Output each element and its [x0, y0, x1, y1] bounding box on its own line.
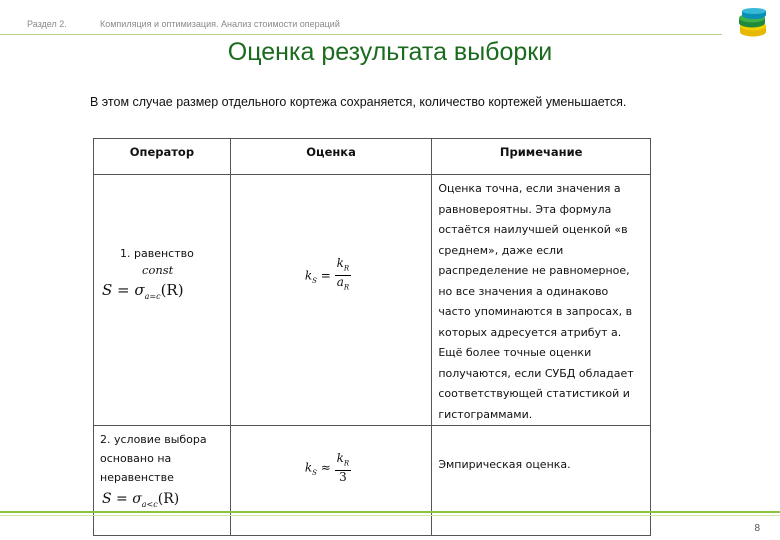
operator-cell [94, 175, 231, 426]
operator-label: 2. условие выбора основано на неравенстве [100, 433, 207, 484]
estimate-cell [230, 175, 432, 426]
note-cell [432, 426, 651, 536]
estimate-formula: $k_S$ = $\frac{k_R}{a_R}$ [304, 256, 350, 292]
column-header-note: Примечание [432, 139, 651, 175]
table-header-row [94, 139, 651, 175]
column-header-estimate: Оценка [230, 139, 432, 175]
estimate-formula: $k_S$ ≈ $\frac{k_R}{3}$ [304, 451, 350, 485]
note-cell [432, 175, 651, 426]
header-section-label: Раздел 2. [27, 19, 67, 29]
intro-text: В этом случае размер отдельного кортежа сохраняется, количество кортежей уменьшается. [90, 95, 627, 109]
header-divider [0, 34, 722, 35]
table-row [94, 426, 651, 536]
operator-label: 1. равенство [120, 247, 194, 260]
operator-formula: $S = \sigma_{a=c}(R)$ [102, 281, 184, 301]
table-row [94, 175, 651, 426]
note-text: Оценка точна, если значения a равновероятны. Эта формула остаётся наилучшей оценкой «в среднем», даже если распределение не равномерное, но все значения a одинаково часто упоминаются в запросах, в которых адресуется атрибут a. Ещё более точные оценки получаются, если СУБД обладает соответствующей статистикой и гистограммами. [438, 182, 634, 421]
header-topic-label: Компиляция и оптимизация. Анализ стоимости операций [100, 19, 340, 29]
operator-cell [94, 426, 231, 536]
footer-divider-thin [0, 515, 780, 516]
operator-formula: $S = \sigma_{a<c}(R)$ [102, 491, 180, 509]
stacked-discs-logo-icon [736, 8, 770, 38]
operator-const: const [142, 263, 174, 277]
estimates-table [93, 138, 651, 536]
note-text: Эмпирическая оценка. [438, 458, 571, 471]
page-title: Оценка результата выборки [227, 38, 553, 66]
column-header-operator: Оператор [94, 139, 231, 175]
page-number: 8 [754, 523, 760, 534]
footer-divider [0, 511, 780, 513]
estimate-cell [230, 426, 432, 536]
